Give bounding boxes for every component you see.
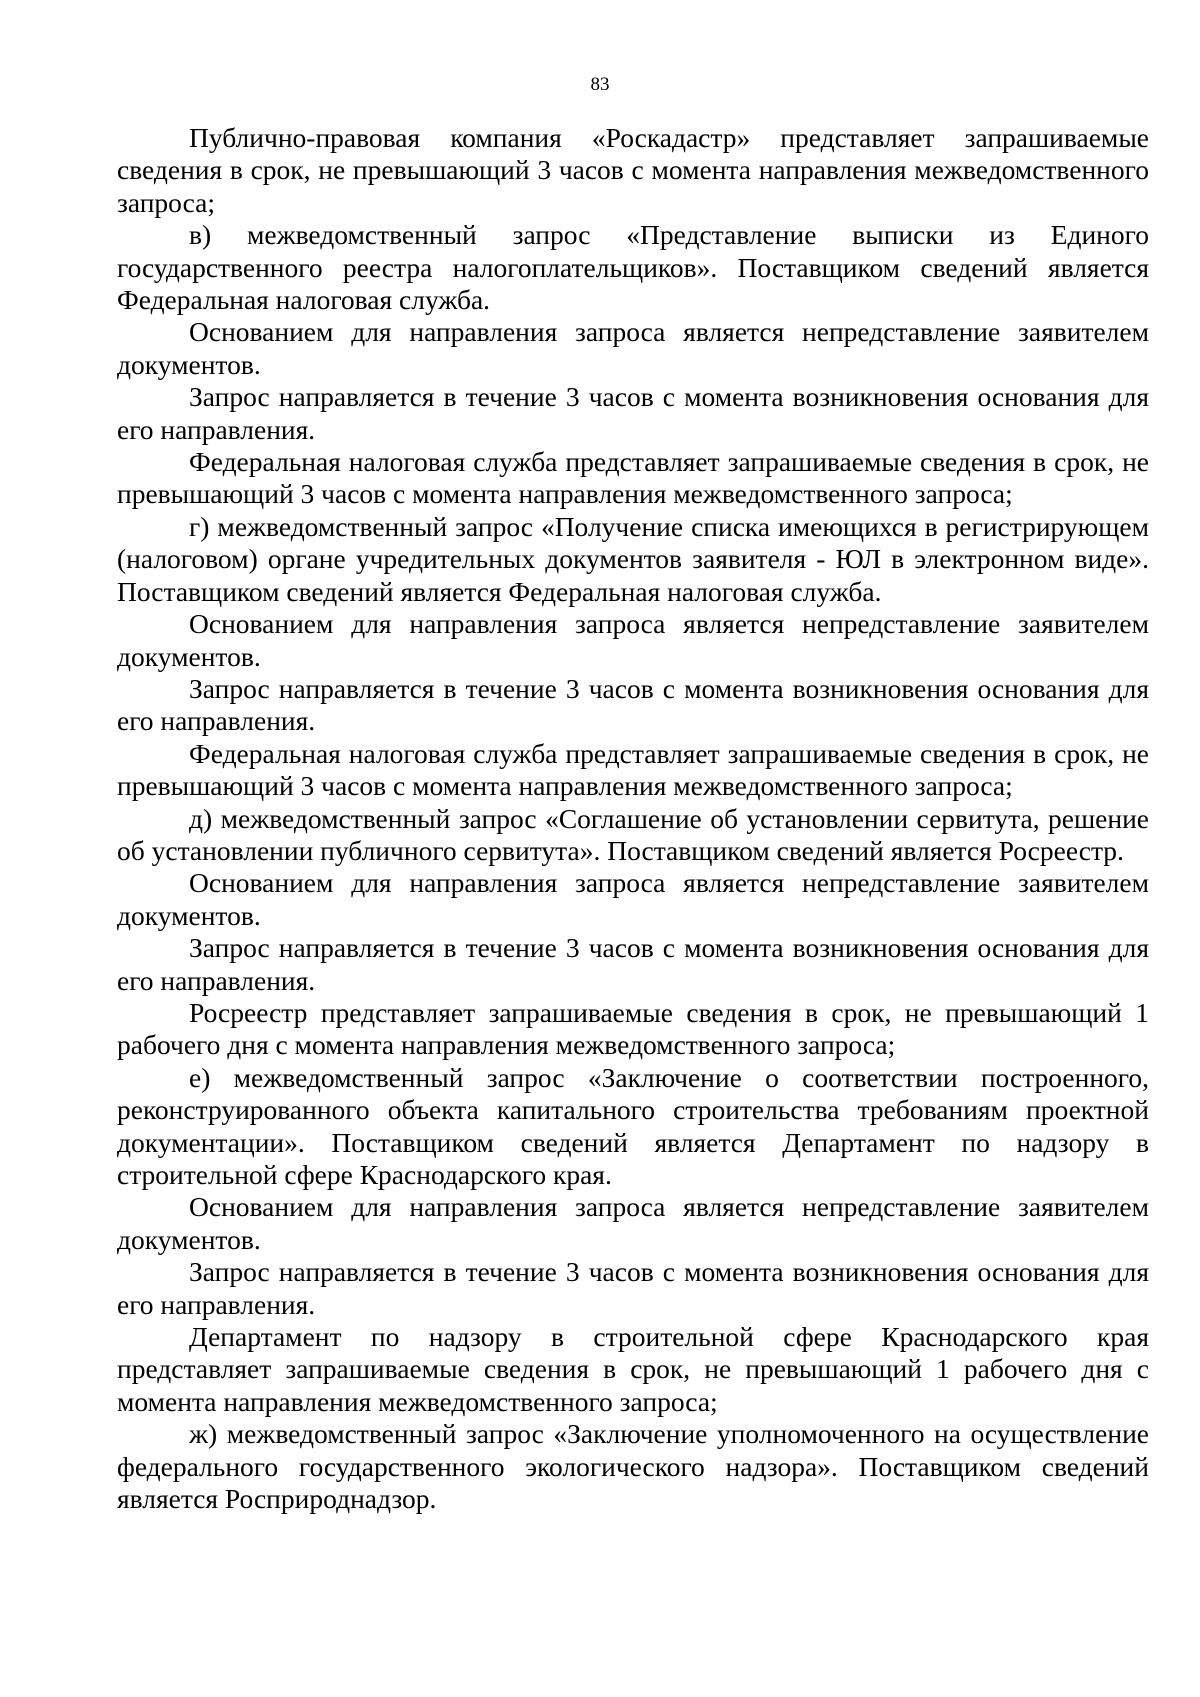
page-number: 83 [590,74,610,95]
paragraph: Основанием для направления запроса является непредставление заявителем документов. [117,608,1149,672]
paragraph: Федеральная налоговая служба представляет запрашиваемые сведения в срок, не превышающий 3 часов с момента направления межведомственного запроса; [117,737,1149,802]
paragraph: Публично-правовая компания «Роскадастр» представляет запрашиваемые сведения в срок, не превышающий 3 часов с момента направления межведомственного запроса; [117,122,1149,218]
paragraph: Основанием для направления запроса является непредставление заявителем документов. [117,316,1149,380]
paragraph: Запрос направляется в течение 3 часов с момента возникновения основания для его направления. [117,1256,1149,1320]
paragraph: Запрос направляется в течение 3 часов с момента возникновения основания для его направления. [117,932,1149,996]
paragraph: г) межведомственный запрос «Получение списка имеющихся в регистрирующем (налоговом) органе учредительных документов заявителя - ЮЛ в электронном виде». Поставщиком сведений является Федеральная налоговая служба. [117,510,1149,607]
paragraph: Росреестр представляет запрашиваемые сведения в срок, не превышающий 1 рабочего дня с момента направления межведомственного запроса; [117,996,1149,1061]
paragraph: е) межведомственный запрос «Заключение о соответствии построенного, реконструированного объекта капитального строительства требованиям проектной документации». Поставщиком сведений является Департамент по надзору в строительной сфере Краснодарского края. [117,1061,1149,1190]
paragraph: Федеральная налоговая служба представляет запрашиваемые сведения в срок, не превышающий 3 часов с момента направления межведомственного запроса; [117,446,1149,510]
paragraph: Основанием для направления запроса является непредставление заявителем документов. [117,867,1149,931]
paragraph: д) межведомственный запрос «Соглашение об установлении сервитута, решение об установлении публичного сервитута». Поставщиком сведений является Росреестр. [117,802,1149,866]
paragraph: Департамент по надзору в строительной сфере Краснодарского края представляет запрашиваемые сведения в срок, не превышающий 1 рабочего дня с момента направления межведомственного запроса; [117,1321,1149,1417]
paragraph: Основанием для направления запроса является непредставление заявителем документов. [117,1191,1149,1255]
paragraph: Запрос направляется в течение 3 часов с момента возникновения основания для его направления. [117,381,1149,445]
paragraph: в) межведомственный запрос «Представление выписки из Единого государственного реестра налогоплательщиков». Поставщиком сведений является Федеральная налоговая служба. [117,219,1149,316]
document-body [117,122,1149,1515]
paragraph: Запрос направляется в течение 3 часов с момента возникновения основания для его направления. [117,672,1149,737]
paragraph: ж) межведомственный запрос «Заключение уполномоченного на осуществление федерального государственного экологического надзора». Поставщиком сведений является Росприроднадзор. [117,1418,1149,1515]
